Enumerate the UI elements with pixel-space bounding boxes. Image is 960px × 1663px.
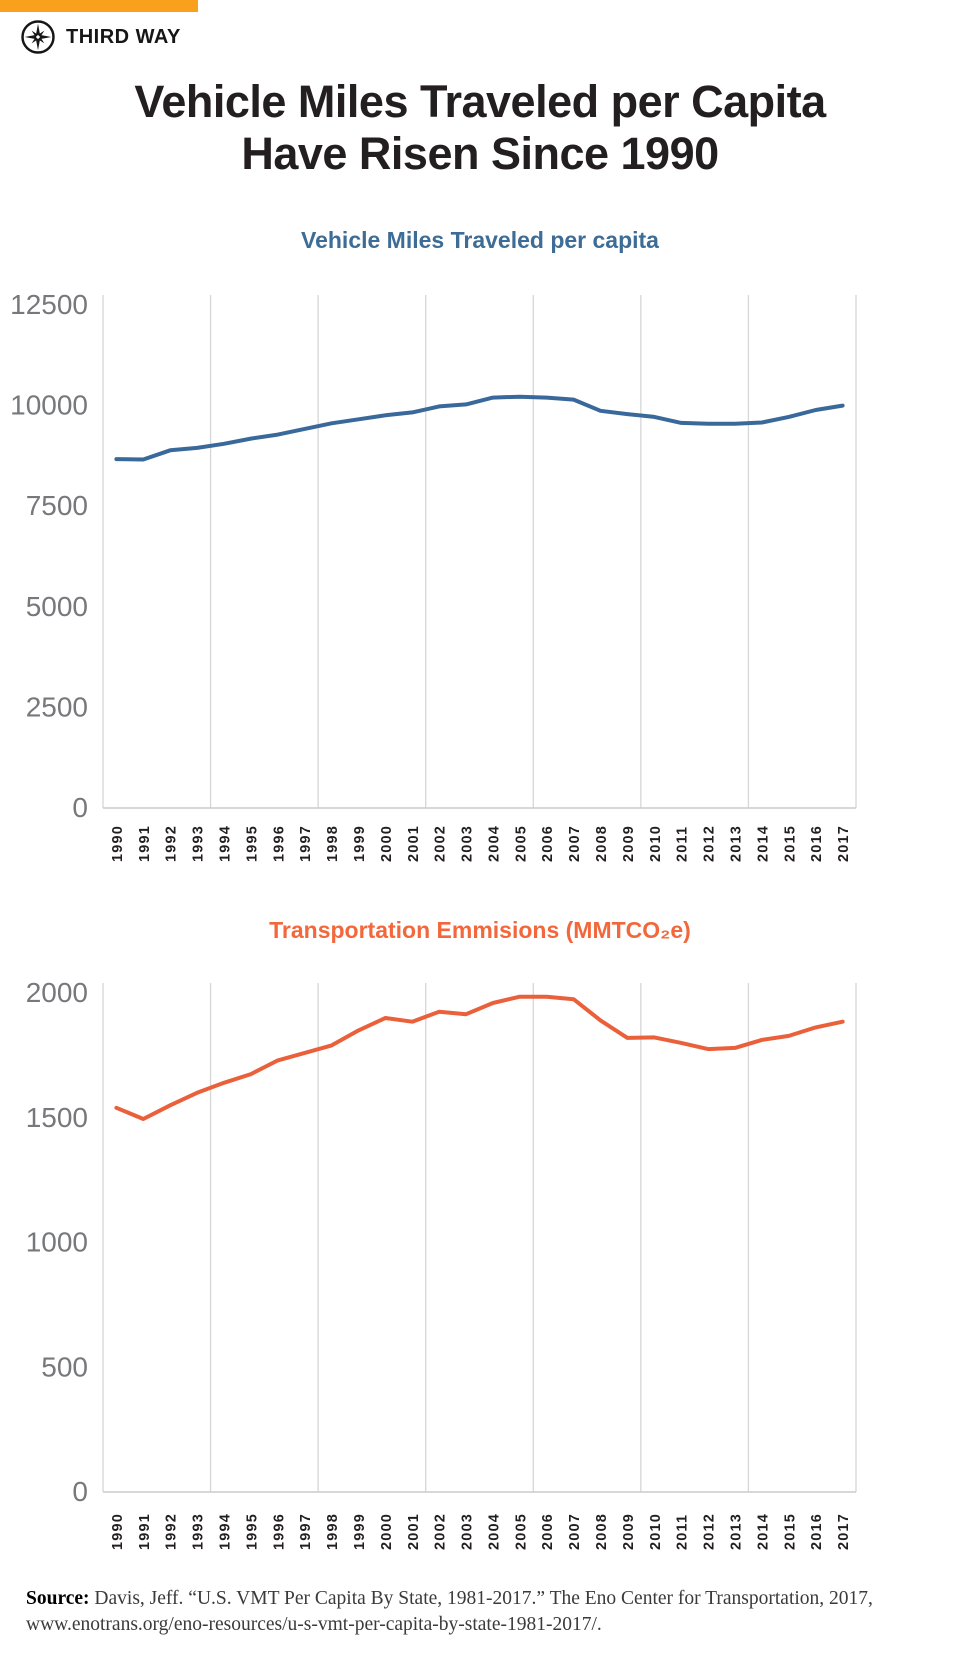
x-tick-label: 2015	[782, 1512, 799, 1550]
x-tick-label: 2001	[405, 824, 422, 862]
y-tick-label: 10000	[10, 389, 88, 421]
x-tick-label: 1994	[217, 1512, 234, 1550]
x-tick-label: 1993	[190, 824, 207, 862]
x-tick-label: 1992	[163, 1512, 180, 1550]
x-tick-label: 2008	[594, 1512, 611, 1550]
x-tick-label: 2014	[755, 824, 772, 862]
x-tick-label: 2005	[513, 824, 530, 862]
x-tick-label: 2002	[432, 1512, 449, 1550]
x-tick-label: 1997	[298, 824, 315, 862]
y-tick-label: 2000	[25, 977, 88, 1008]
x-tick-label: 1998	[325, 824, 342, 862]
chart-2	[26, 977, 856, 1550]
page-title-line2: Have Risen Since 1990	[241, 128, 719, 179]
y-tick-label: 0	[72, 1476, 88, 1507]
x-tick-label: 1990	[109, 824, 126, 862]
x-tick-label: 2015	[782, 824, 799, 862]
x-tick-label: 2002	[432, 824, 449, 862]
x-tick-label: 2011	[674, 1513, 691, 1550]
x-tick-label: 1999	[351, 824, 368, 862]
x-tick-label: 2012	[701, 824, 718, 862]
x-tick-label: 1996	[271, 1512, 288, 1550]
page-title-line1: Vehicle Miles Traveled per Capita	[134, 76, 826, 127]
chart-1	[10, 289, 856, 862]
x-tick-label: 1995	[244, 824, 261, 862]
x-tick-label: 2011	[674, 825, 691, 862]
x-tick-label: 2000	[378, 1512, 395, 1550]
x-tick-label: 1993	[190, 1512, 207, 1550]
source-line2: www.enotrans.org/eno-resources/u-s-vmt-per-capita-by-state-1981-2017/.	[26, 1614, 602, 1635]
x-tick-label: 2006	[540, 1512, 557, 1550]
x-tick-label: 1999	[351, 1512, 368, 1550]
series-line	[116, 997, 842, 1119]
chart2-title: Transportation Emmisions (MMTCO₂e)	[269, 917, 691, 943]
y-tick-label: 5000	[25, 590, 88, 622]
x-tick-label: 2007	[567, 1512, 584, 1550]
x-tick-label: 2009	[620, 824, 637, 862]
x-tick-label: 1997	[298, 1512, 315, 1550]
y-tick-label: 0	[72, 792, 88, 823]
y-tick-label: 7500	[25, 490, 88, 522]
y-tick-label: 1500	[25, 1101, 88, 1133]
chart1-title: Vehicle Miles Traveled per capita	[301, 227, 659, 253]
x-tick-label: 2004	[486, 1512, 503, 1550]
y-tick-label: 1000	[25, 1226, 88, 1258]
x-tick-label: 2005	[513, 1512, 530, 1550]
x-tick-label: 2000	[378, 824, 395, 862]
x-tick-label: 1992	[163, 824, 180, 862]
x-tick-label: 2008	[594, 824, 611, 862]
series-line	[116, 397, 842, 460]
x-tick-label: 2006	[540, 824, 557, 862]
x-tick-label: 2016	[809, 1512, 826, 1550]
x-tick-label: 1996	[271, 824, 288, 862]
x-tick-label: 1994	[217, 824, 234, 862]
x-tick-label: 1991	[136, 824, 153, 862]
x-tick-label: 2017	[836, 824, 853, 862]
x-tick-label: 2009	[620, 1512, 637, 1550]
x-tick-label: 2001	[405, 1512, 422, 1550]
y-tick-label: 2500	[25, 691, 88, 723]
x-tick-label: 1998	[325, 1512, 342, 1550]
x-tick-label: 2010	[647, 824, 664, 862]
x-tick-label: 2017	[836, 1512, 853, 1550]
x-tick-label: 2003	[459, 824, 476, 862]
x-tick-label: 1995	[244, 1512, 261, 1550]
x-tick-label: 2014	[755, 1512, 772, 1550]
x-tick-label: 2012	[701, 1512, 718, 1550]
x-tick-label: 2010	[647, 1512, 664, 1550]
x-tick-label: 2013	[728, 824, 745, 862]
x-tick-label: 1991	[136, 1512, 153, 1550]
x-tick-label: 2003	[459, 1512, 476, 1550]
x-tick-label: 2007	[567, 824, 584, 862]
x-tick-label: 2013	[728, 1512, 745, 1550]
x-tick-label: 2004	[486, 824, 503, 862]
x-tick-label: 2016	[809, 824, 826, 862]
y-tick-label: 12500	[10, 289, 88, 320]
source-label: Source:	[26, 1588, 90, 1609]
source-citation	[26, 1586, 942, 1638]
source-line1: Davis, Jeff. “U.S. VMT Per Capita By State, 1981-2017.” The Eno Center for Transportation, 2017,	[94, 1588, 873, 1609]
y-tick-label: 500	[41, 1351, 88, 1383]
brand-name: THIRD WAY	[66, 25, 181, 48]
x-tick-label: 1990	[109, 1512, 126, 1550]
